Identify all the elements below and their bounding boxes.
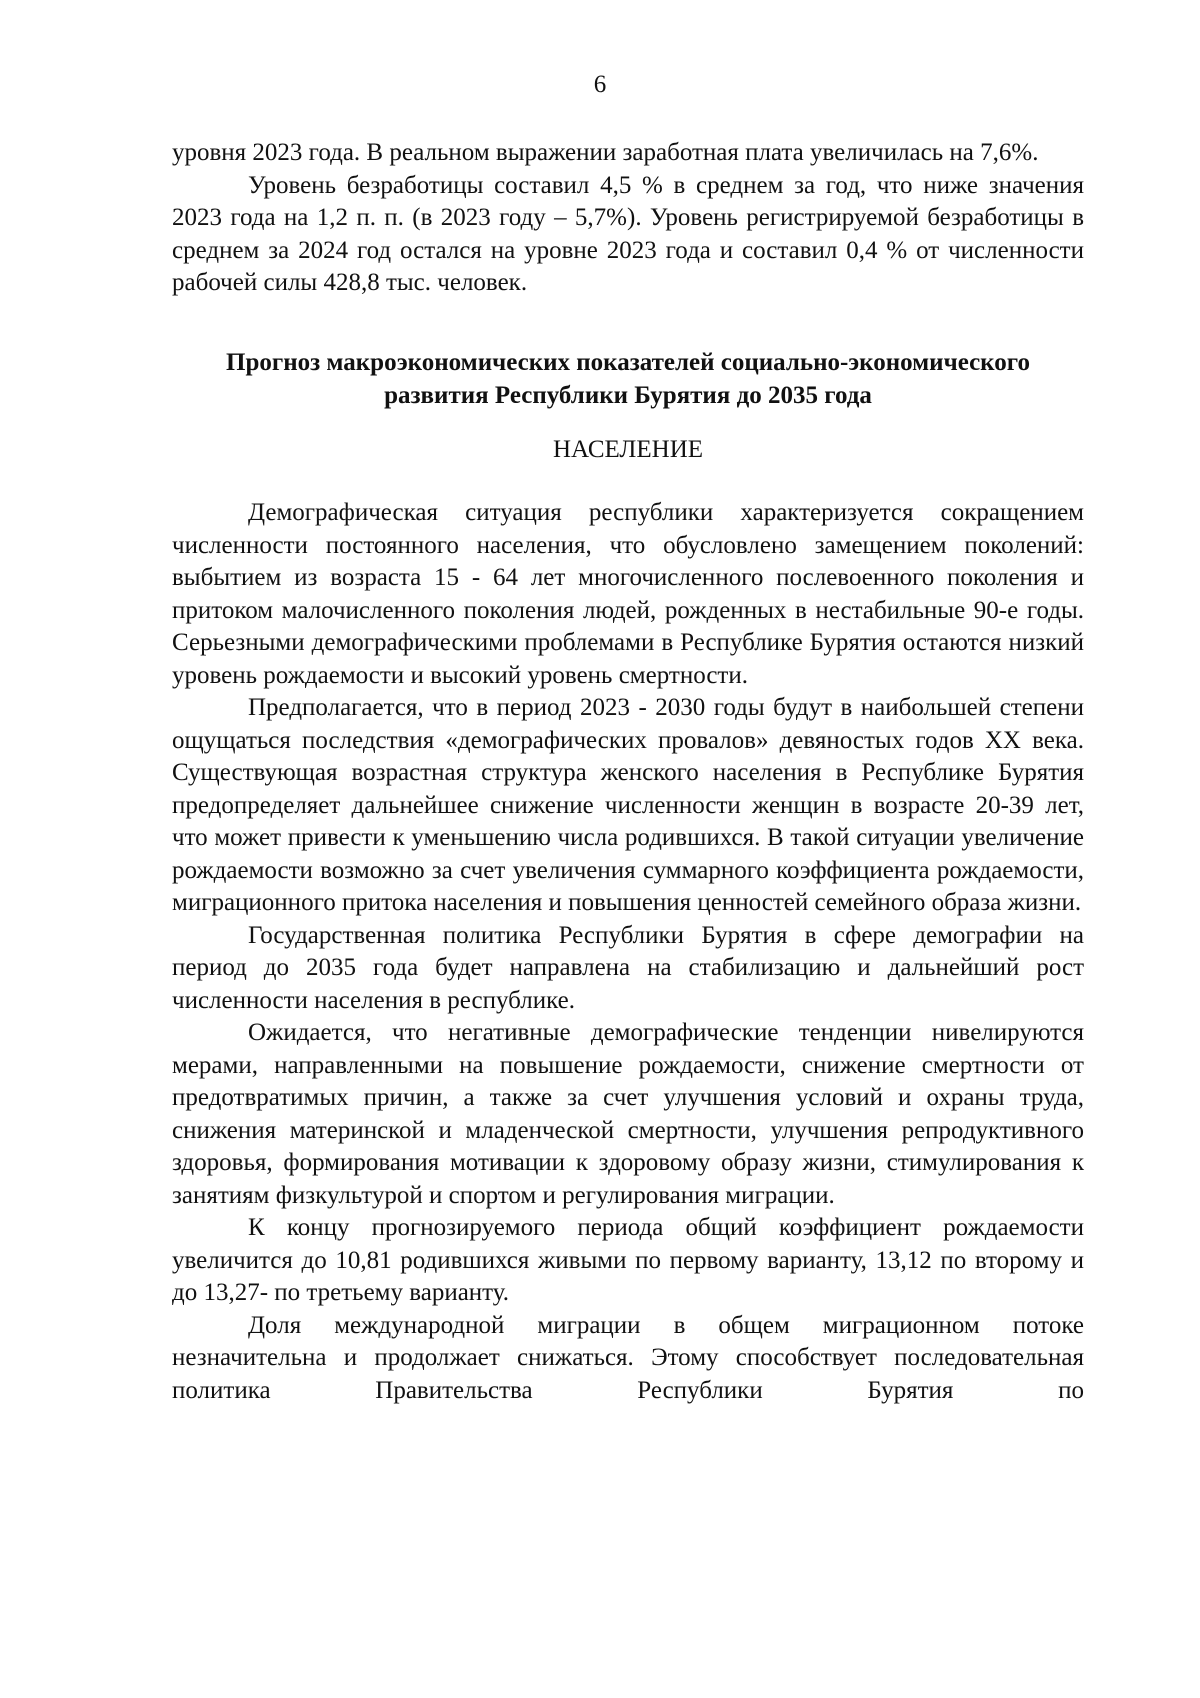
section-title-line2: развития Республики Бурятия до 2035 года [384,382,872,409]
subsection-heading [172,435,1084,465]
page-number: 6 [593,71,607,98]
paragraph-expected-trends: Ожидается, что негативные демографические тенденции нивелируются мерами, направленными на повышение рождаемости, снижение смертности от предотвратимых причин, а также за счет улучшения условий и охраны труда, снижения материнской и младенческой смертности, улучшения репродуктивного здоровья, формирования мотивации к здоровому образу жизни, стимулирования к занятиям физкультурой и спортом и регулирования миграции. [172,1019,1084,1209]
paragraph-state-policy: Государственная политика Республики Бурятия в сфере демографии на период до 2035 года будет направлена на стабилизацию и дальнейший рост численности населения в республике. [172,921,1084,1014]
section-title-line1: Прогноз макроэкономических показателей социально-экономического [226,349,1030,376]
paragraph-unemployment: Уровень безработицы составил 4,5 % в среднем за год, что ниже значения 2023 года на 1,2 п. п. (в 2023 году – 5,7%). Уровень регистрируемой безработицы в среднем за 2024 год остался на уровне 2023 года и составил 0,4 % от численности рабочей силы 428,8 тыс. человек. [172,171,1084,296]
paragraph-demographic-gaps: Предполагается, что в период 2023 - 2030 годы будут в наибольшей степени ощущаться последствия «демографических провалов» девяностых годов XX века. Существующая возрастная структура женского населения в Республике Бурятия предопределяет дальнейшее снижение численности женщин в возрасте 20-39 лет, что может привести к уменьшению числа родившихся. В такой ситуации увеличение рождаемости возможно за счет увеличения суммарного коэффициента рождаемости, миграционного притока населения и повышения ценностей семейного образа жизни. [172,694,1084,916]
paragraph-wage-growth: уровня 2023 года. В реальном выражении заработная плата увеличилась на 7,6%. [172,139,1039,166]
paragraph-demographic-situation: Демографическая ситуация республики характеризуется сокращением численности постоянного населения, что обусловлено замещением поколений: выбытием из возраста 15 - 64 лет многочисленного послевоенного поколения и притоком малочисленного поколения людей, рожденных в нестабильные 90-е годы. Серьезными демографическими проблемами в Республике Бурятия остаются низкий уровень рождаемости и высокий уровень смертности. [172,499,1084,689]
paragraph-birth-rate-forecast: К концу прогнозируемого периода общий коэффициент рождаемости увеличится до 10,81 родившихся живыми по первому варианту, 13,12 по второму и до 13,27- по третьему варианту. [172,1214,1084,1306]
body-text [172,497,1084,1407]
section-heading [172,346,1084,412]
subsection-title-population: НАСЕЛЕНИЕ [552,436,704,463]
intro-text [172,137,1084,300]
paragraph-international-migration: Доля международной миграции в общем миграционном потоке незначительна и продолжает снижаться. Этому способствует последовательная политика Правительства Республики Бурятия по [172,1311,1084,1404]
